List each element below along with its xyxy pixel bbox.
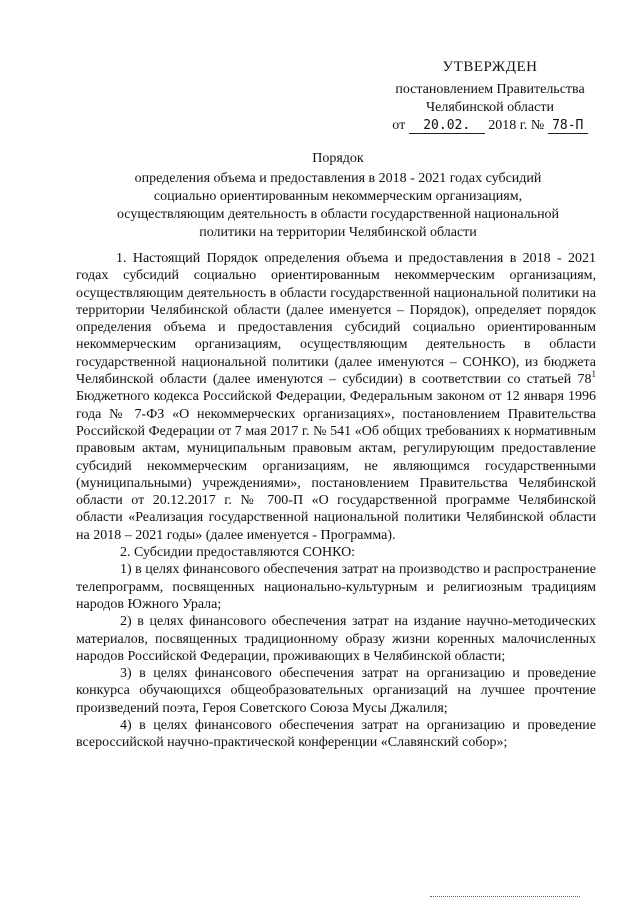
paragraph-2: 2. Субсидии предоставляются СОНКО: — [120, 545, 356, 561]
list-item: 1) в целях финансового обеспечения затрат на производство и распространение телепрограмм, посвященных национально-культурным и религиозным традициям народов Южного Урала; — [76, 562, 596, 612]
paragraph-1-text-b: Бюджетного кодекса Российской Федерации, Федеральным законом от 12 января 1996 года № 7-ФЗ «О некоммерческих организациях», постановлением Правительства Российской Федерации от 7 мая 2017 г. № 541 «Об общих требованиях к нормативным правовым актам, муниципальным правовым актам, регулирующим предоставление субсидий некоммерческим организациям, не являющимся государственными (муниципальными) учреждениями», постановлением Правительства Челябинской области от 20.12.2017 г. № 700-П «О государственной программе Челябинской области «Реализация государственной национальной политики Челябинской области на 2018 – 2021 годы» (далее именуется - Программа). — [76, 389, 596, 543]
document-title — [76, 150, 600, 242]
approved-heading: УТВЕРЖДЕН — [442, 59, 538, 75]
approval-date: 20.02. — [409, 118, 485, 134]
approval-line-region: Челябинской области — [426, 100, 554, 115]
list-item: 3) в целях финансового обеспечения затрат на организацию и проведение конкурса обучающихся общеобразовательных организаций на лучшее прочтение произведений поэта, Героя Советского Союза Мусы Джалиля; — [76, 666, 596, 716]
approval-line-resolution: постановлением Правительства — [395, 82, 585, 97]
document-body — [76, 250, 596, 752]
list-item: 4) в целях финансового обеспечения затрат на организацию и проведение всероссийской научно-практической конференции «Славянский собор»; — [76, 718, 596, 751]
approval-number: 78-П — [548, 118, 588, 134]
article-superscript: 1 — [591, 369, 596, 380]
title-line: определения объема и предоставления в 2018 - 2021 годах субсидий — [134, 171, 542, 186]
title-line: осуществляющим деятельность в области государственной национальной — [116, 207, 560, 222]
paragraph-1-text-a: 1. Настоящий Порядок определения объема и предоставления в 2018 - 2021 годах субсидий социально ориентированным некоммерческим организациям, осуществляющим деятельность в области государственной национальной политики на территории Челябинской области (далее именуется – Порядок), определяет порядок определения объема и предоставления субсидий социально ориентированным некоммерческим организациям, осуществляющим деятельность в области государственной национальной политики (далее именуются – СОНКО), из бюджета Челябинской области (далее именуются – субсидии) в соответствии со статьей 78 — [76, 251, 596, 388]
list-item: 2) в целях финансового обеспечения затрат на издание научно-методических материалов, посвященных традиционному образу жизни коренных малочисленных народов Российской Федерации, проживающих в Челябинской области; — [76, 614, 596, 664]
year-number-label: 2018 г. № — [488, 118, 545, 133]
paragraph-1 — [76, 250, 596, 544]
approval-stamp — [370, 58, 610, 135]
from-label: от — [392, 118, 406, 133]
title-line: социально ориентированным некоммерческим организациям, — [153, 189, 523, 204]
title-word: Порядок — [312, 151, 364, 166]
title-line: политики на территории Челябинской области — [199, 225, 477, 240]
footer-dotted-mark — [430, 896, 580, 898]
approval-date-line — [370, 117, 610, 135]
